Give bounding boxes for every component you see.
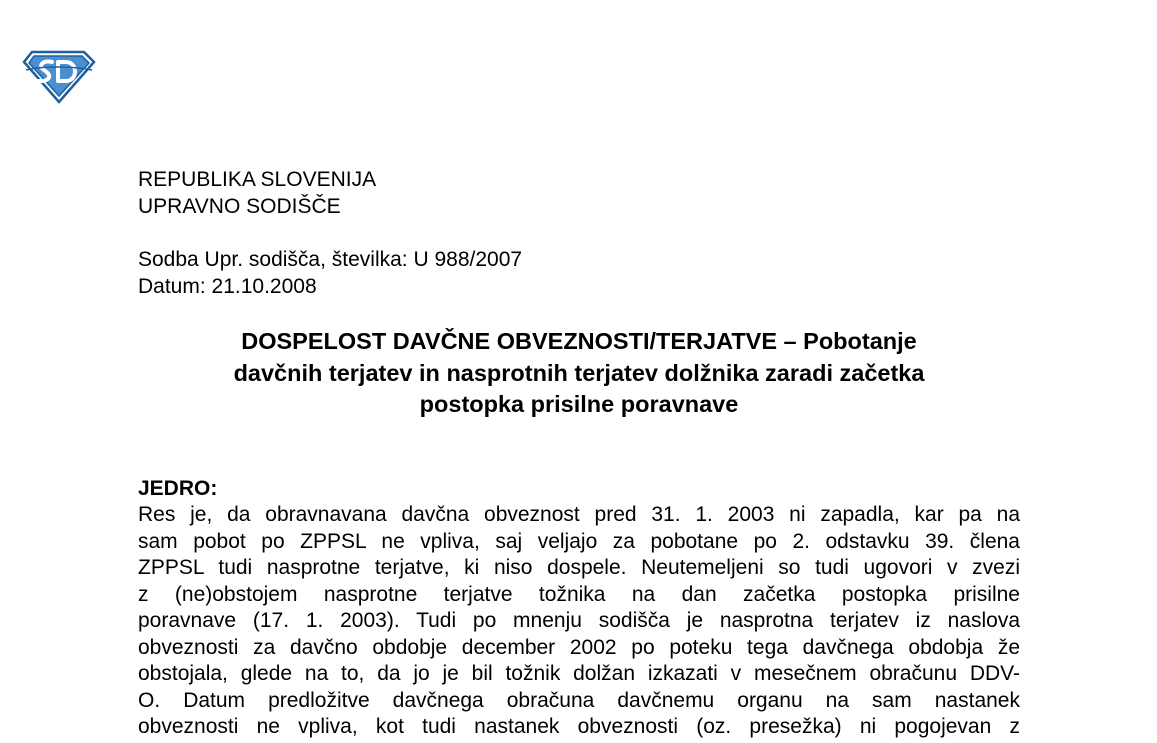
body-line: obveznosti za davčno obdobje december 2002 po poteku tega davčnega obdobja že: [138, 635, 1020, 659]
body-line: obveznosti ne vpliva, kot tudi nastanek obveznosti (oz. presežka) ni pogojevan z: [138, 715, 1020, 738]
title-line: postopka prisilne poravnave: [419, 391, 739, 417]
section-body-jedro: [138, 502, 1020, 741]
body-line: sam pobot po ZPPSL ne vpliva, saj veljajo za pobotane po 2. odstavku 39. člena: [138, 529, 1020, 553]
title-line: DOSPELOST DAVČNE OBVEZNOSTI/TERJATVE – Pobotanje: [241, 328, 917, 354]
body-line: ZPPSL tudi nasprotne terjatve, ki niso dospele. Neutemeljeni so tudi ugovori v zvezi: [138, 556, 1020, 579]
judgment-date: Datum: 21.10.2008: [138, 275, 317, 298]
court-header: [138, 166, 376, 220]
judgment-meta: [138, 246, 522, 300]
judgment-number: Sodba Upr. sodišča, številka: U 988/2007: [138, 248, 523, 271]
section-heading-jedro: JEDRO:: [138, 477, 218, 500]
title-line: davčnih terjatev in nasprotnih terjatev dolžnika zaradi začetka: [233, 359, 925, 386]
sd-shield-logo-icon: [22, 48, 96, 104]
body-line: poravnave (17. 1. 2003). Tudi po mnenju sodišča je nasprotna terjatev iz naslova: [138, 609, 1020, 632]
court-name: UPRAVNO SODIŠČE: [138, 195, 341, 218]
body-line: z (ne)obstojem nasprotne terjatve tožnika na dan začetka postopka prisilne: [138, 582, 1020, 606]
country-name: REPUBLIKA SLOVENIJA: [138, 168, 377, 191]
body-line: Res je, da obravnavana davčna obveznost pred 31. 1. 2003 ni zapadla, kar pa na: [138, 503, 1020, 526]
body-line: obstojala, glede na to, da jo je bil tožnik dolžan izkazati v mesečnem obračunu DDV-: [138, 662, 1020, 685]
document-title: [138, 326, 1020, 421]
body-line: O. Datum predložitve davčnega obračuna davčnemu organu na sam nastanek: [138, 688, 1020, 712]
